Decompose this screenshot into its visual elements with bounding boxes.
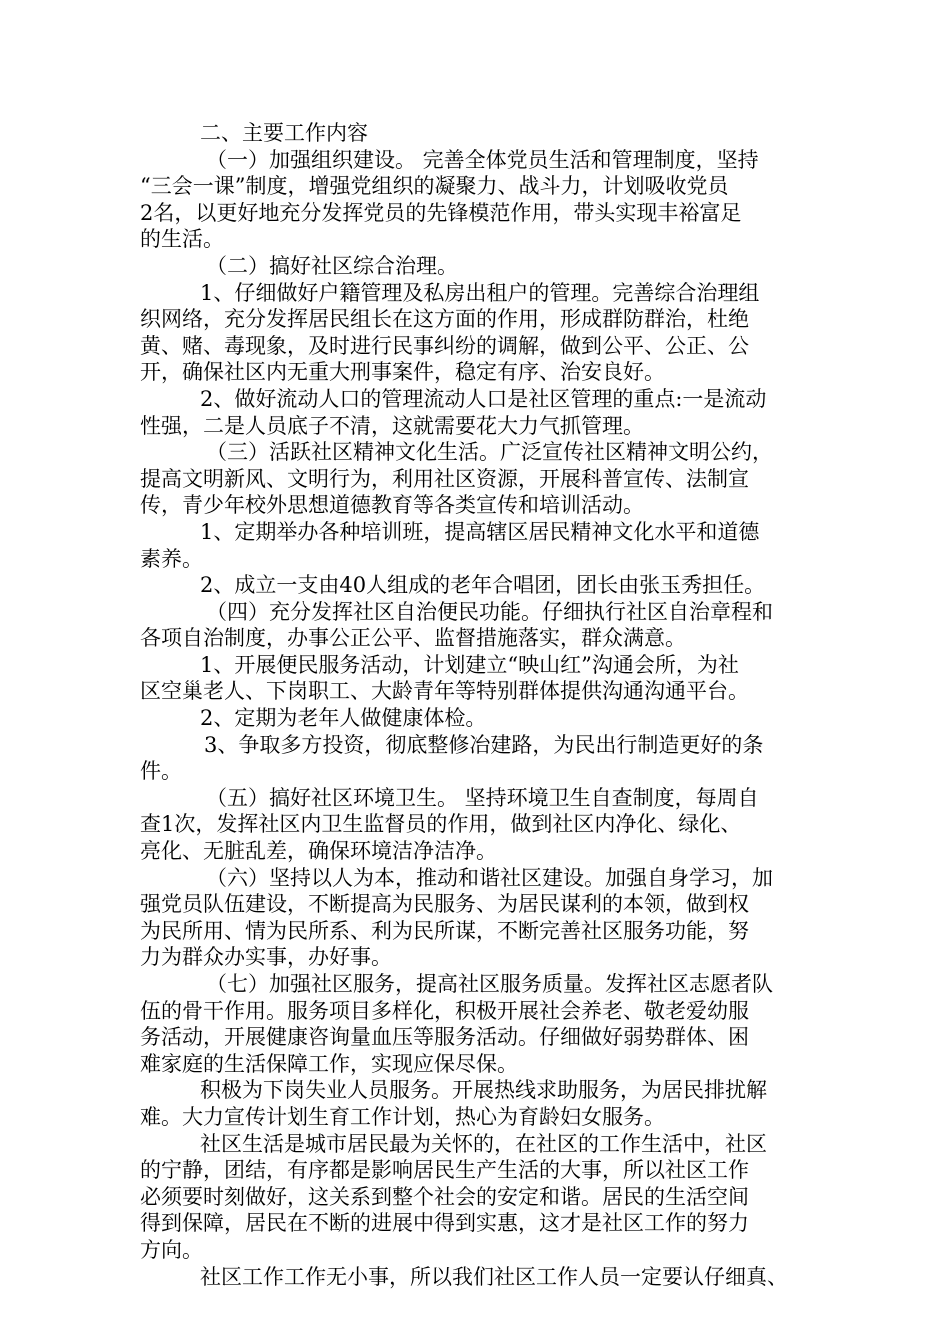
paragraph-line: （七）加强社区服务，提高社区服务质量。发挥社区志愿者队	[206, 972, 773, 996]
paragraph-line: 黄、赌、毒现象，及时进行民事纠纷的调解，做到公平、公正、公	[140, 333, 749, 358]
paragraph-line: 提高文明新风、文明行为，利用社区资源，开展科普宣传、法制宣	[140, 466, 749, 491]
paragraph-line: 织网络，充分发挥居民组长在这方面的作用，形成群防群治，杜绝	[140, 307, 749, 332]
paragraph-line: 2名，以更好地充分发挥党员的先锋模范作用，带头实现丰裕富足	[140, 200, 742, 225]
paragraph-line: 亮化、无脏乱差，确保环境洁净洁净。	[140, 839, 497, 864]
paragraph-line: 传，青少年校外思想道德教育等各类宣传和培训活动。	[140, 493, 644, 518]
paragraph-line: 2、定期为老年人做健康体检。	[200, 706, 487, 731]
paragraph-line: 积极为下岗失业人员服务。开展热线求助服务，为居民排扰解	[200, 1078, 767, 1103]
paragraph-line: 开，确保社区内无重大刑事案件，稳定有序、治安良好。	[140, 360, 665, 385]
paragraph-line: （二）搞好社区综合治理。	[206, 253, 458, 278]
paragraph-line: 素养。	[140, 546, 203, 571]
paragraph-line: 社区生活是城市居民最为关怀的，在社区的工作生活中，社区	[200, 1131, 767, 1156]
document-body	[140, 120, 830, 1290]
paragraph-line: （四）充分发挥社区自治便民功能。仔细执行社区自治章程和	[206, 599, 773, 624]
paragraph-line: 2、成立一支由40人组成的老年合唱团，团长由张玉秀担任。	[200, 573, 766, 598]
paragraph-line: （一）加强组织建设。 完善全体党员生活和管理制度，坚持	[206, 147, 759, 172]
paragraph-line: 件。	[140, 759, 182, 784]
paragraph-line: 难。大力宣传计划生育工作计划，热心为育龄妇女服务。	[140, 1104, 665, 1129]
paragraph-line: 查1次，发挥社区内卫生监督员的作用，做到社区内净化、绿化、	[140, 812, 742, 837]
paragraph-line: 得到保障，居民在不断的进展中得到实惠，这才是社区工作的努力	[140, 1211, 749, 1236]
paragraph-line: （六）坚持以人为本，推动和谐社区建设。加强自身学习，加	[206, 865, 773, 890]
paragraph-line: （三）活跃社区精神文化生活。广泛宣传社区精神文明公约，	[206, 440, 773, 465]
section-heading: 二、主要工作内容	[200, 121, 368, 145]
paragraph-line: 方向。	[140, 1237, 203, 1262]
paragraph-line: （五）搞好社区环境卫生。 坚持环境卫生自查制度，每周自	[206, 785, 759, 810]
paragraph-line: 2、做好流动人口的管理流动人口是社区管理的重点:一是流动	[200, 386, 767, 411]
paragraph-line: 社区工作工作无小事，所以我们社区工作人员一定要认仔细真、	[200, 1264, 788, 1289]
paragraph-line: 的生活。	[140, 227, 224, 252]
paragraph-line: 性强，二是人员底子不清，这就需要花大力气抓管理。	[140, 413, 644, 438]
paragraph-line: 1、定期举办各种培训班，提高辖区居民精神文化水平和道德	[200, 519, 760, 544]
paragraph-line: 3、争取多方投资，彻底整修冶建路，为民出行制造更好的条	[204, 732, 764, 757]
paragraph-line: 难家庭的生活保障工作，实现应保尽保。	[140, 1051, 518, 1076]
paragraph-line: 务活动，开展健康咨询量血压等服务活动。仔细做好弱势群体、困	[140, 1025, 749, 1050]
paragraph-line: “三会一课”制度，增强党组织的凝聚力、战斗力，计划吸收党员	[140, 174, 729, 199]
paragraph-line: 1、仔细做好户籍管理及私房出租户的管理。完善综合治理组	[200, 280, 760, 305]
paragraph-line: 1、开展便民服务活动，计划建立“映山红”沟通会所，为社	[200, 652, 739, 677]
paragraph-line: 各项自治制度，办事公正公平、监督措施落实，群众满意。	[140, 626, 686, 651]
paragraph-line: 的宁静，团结，有序都是影响居民生产生活的大事，所以社区工作	[140, 1158, 749, 1183]
paragraph-line: 必须要时刻做好，这关系到整个社会的安定和谐。居民的生活空间	[140, 1184, 749, 1209]
paragraph-line: 强党员队伍建设，不断提高为民服务、为居民谋利的本领，做到权	[140, 892, 749, 917]
paragraph-line: 伍的骨干作用。服务项目多样化，积极开展社会养老、敬老爱幼服	[140, 998, 749, 1023]
paragraph-line: 为民所用、情为民所系、利为民所谋，不断完善社区服务功能，努	[140, 918, 749, 943]
paragraph-line: 区空巢老人、下岗职工、大龄青年等特别群体提供沟通沟通平台。	[140, 679, 749, 704]
paragraph-line: 力为群众办实事，办好事。	[140, 945, 392, 970]
